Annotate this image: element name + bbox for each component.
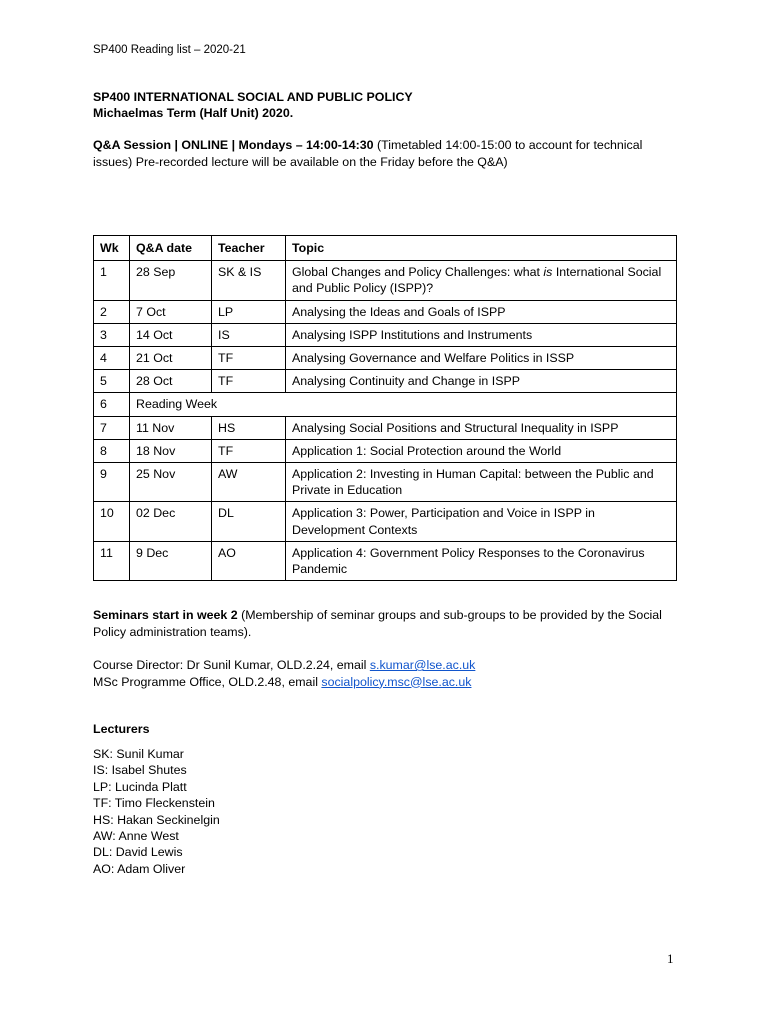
cell-date: 02 Dec — [130, 502, 212, 541]
contact-label: MSc Programme Office, OLD.2.48, email — [93, 674, 322, 689]
header-week: Wk — [94, 236, 130, 261]
cell-topic: Application 3: Power, Participation and Voice in ISPP in Development Contexts — [286, 502, 677, 541]
topic-emphasis: is — [543, 265, 553, 280]
table-row — [94, 370, 677, 393]
cell-teacher: HS — [212, 416, 286, 439]
cell-teacher: TF — [212, 347, 286, 370]
seminars-heading: Seminars start in week 2 — [93, 608, 238, 622]
list-item: IS: Isabel Shutes — [93, 763, 187, 778]
director-email-link[interactable]: s.kumar@lse.ac.uk — [369, 658, 476, 672]
cell-teacher: SK & IS — [212, 261, 286, 300]
cell-topic: Application 4: Government Policy Responses to the Coronavirus Pandemic — [286, 541, 677, 580]
table-row — [94, 300, 677, 323]
cell-topic: Application 1: Social Protection around the World — [286, 439, 677, 462]
contact-label: Course Director: Dr Sunil Kumar, OLD.2.24, email — [93, 658, 370, 672]
table-row — [94, 416, 677, 439]
header-topic: Topic — [286, 236, 677, 261]
cell-topic: Analysing the Ideas and Goals of ISPP — [286, 300, 677, 323]
contacts-block — [93, 657, 475, 690]
cell-teacher: AO — [212, 541, 286, 580]
cell-week: 11 — [94, 541, 130, 580]
header-date: Q&A date — [130, 236, 212, 261]
cell-reading-week: Reading Week — [130, 393, 677, 416]
list-item: DL: David Lewis — [93, 845, 183, 860]
table-header-row — [94, 236, 677, 261]
session-details: (Timetabled 14:00-15:00 to account for technical issues) Pre-recorded lecture will be available on the Friday before the Q&A) — [93, 138, 643, 169]
cell-topic — [286, 261, 677, 300]
cell-date: 18 Nov — [130, 439, 212, 462]
table-row — [94, 323, 677, 346]
cell-date: 21 Oct — [130, 347, 212, 370]
table-row — [94, 541, 677, 580]
lecturers-heading: Lecturers — [93, 722, 150, 736]
course-title: SP400 INTERNATIONAL SOCIAL AND PUBLIC POLICY — [93, 90, 413, 104]
table-row-reading-week — [94, 393, 677, 416]
cell-date: 9 Dec — [130, 541, 212, 580]
header-teacher: Teacher — [212, 236, 286, 261]
cell-topic: Analysing Continuity and Change in ISPP — [286, 370, 677, 393]
programme-office-line — [93, 674, 475, 691]
cell-topic: Analysing Governance and Welfare Politics in ISSP — [286, 347, 677, 370]
cell-date: 25 Nov — [130, 463, 212, 502]
table-row — [94, 261, 677, 300]
cell-week: 8 — [94, 439, 130, 462]
session-heading: Q&A Session | ONLINE | Mondays – 14:00-14:30 — [93, 138, 374, 152]
cell-date: 7 Oct — [130, 300, 212, 323]
cell-teacher: DL — [212, 502, 286, 541]
cell-week: 10 — [94, 502, 130, 541]
cell-topic: Analysing ISPP Institutions and Instruments — [286, 323, 677, 346]
list-item: AO: Adam Oliver — [93, 861, 186, 876]
table-row — [94, 463, 677, 502]
table-row — [94, 502, 677, 541]
table-row — [94, 347, 677, 370]
cell-week: 4 — [94, 347, 130, 370]
course-director-line — [93, 657, 475, 674]
office-email-link[interactable]: socialpolicy.msc@lse.ac.uk — [321, 674, 472, 689]
list-item: AW: Anne West — [93, 829, 179, 844]
cell-teacher: TF — [212, 439, 286, 462]
cell-teacher: LP — [212, 300, 286, 323]
cell-date: 11 Nov — [130, 416, 212, 439]
topic-text: Global Changes and Policy Challenges: what — [292, 265, 544, 280]
list-item: LP: Lucinda Platt — [93, 779, 187, 794]
cell-teacher: TF — [212, 370, 286, 393]
cell-week: 1 — [94, 261, 130, 300]
cell-teacher: AW — [212, 463, 286, 502]
lecturers-list — [93, 746, 220, 877]
list-item: HS: Hakan Seckinelgin — [93, 812, 220, 827]
seminars-details: (Membership of seminar groups and sub-groups to be provided by the Social Policy administration teams). — [93, 608, 662, 639]
list-item: TF: Timo Fleckenstein — [93, 796, 215, 811]
session-info — [93, 137, 678, 170]
cell-week: 9 — [94, 463, 130, 502]
cell-topic: Analysing Social Positions and Structural Inequality in ISPP — [286, 416, 677, 439]
cell-date: 28 Sep — [130, 261, 212, 300]
cell-date: 14 Oct — [130, 323, 212, 346]
seminars-note — [93, 607, 678, 640]
topic-text: International Social and Public Policy (ISPP)? — [292, 265, 662, 296]
cell-week: 5 — [94, 370, 130, 393]
cell-week: 2 — [94, 300, 130, 323]
cell-week: 6 — [94, 393, 130, 416]
cell-week: 3 — [94, 323, 130, 346]
course-title-block — [93, 89, 413, 121]
table-row — [94, 439, 677, 462]
cell-teacher: IS — [212, 323, 286, 346]
page-number: 1 — [667, 951, 674, 966]
cell-topic: Application 2: Investing in Human Capital: between the Public and Private in Education — [286, 463, 677, 502]
schedule-table — [93, 235, 677, 581]
running-header: SP400 Reading list – 2020-21 — [93, 44, 246, 56]
term-title: Michaelmas Term (Half Unit) 2020. — [93, 106, 294, 120]
cell-week: 7 — [94, 416, 130, 439]
cell-date: 28 Oct — [130, 370, 212, 393]
list-item: SK: Sunil Kumar — [93, 747, 184, 761]
